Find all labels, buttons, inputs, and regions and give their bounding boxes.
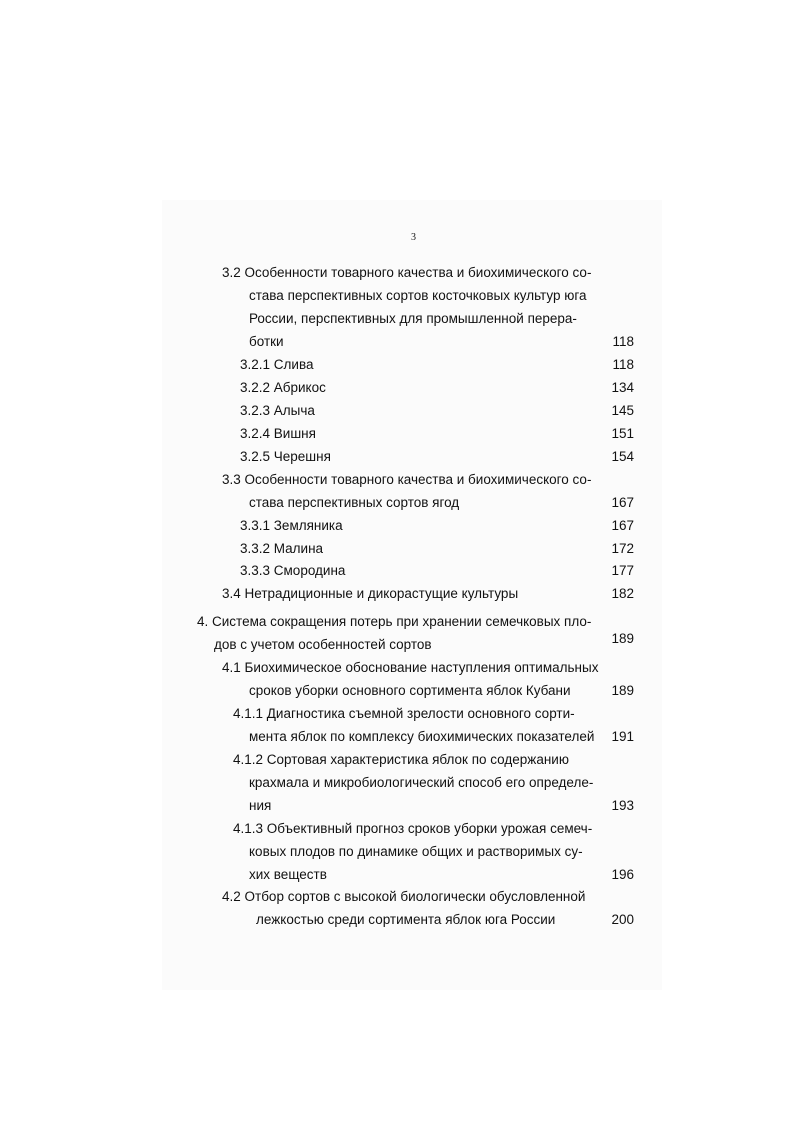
toc-3-2-5-title: 3.2.5 Черешня [240, 449, 331, 464]
toc-3-3-line-2: става перспективных сортов ягод [249, 495, 460, 510]
toc-3-2-1-page: 118 [612, 357, 634, 372]
toc-3-3-3-title: 3.3.3 Смородина [240, 563, 346, 578]
toc-3-2-line-1: 3.2 Особенности товарного качества и биохимического со- [222, 265, 592, 280]
toc-4-1-1-line-1: 4.1.1 Диагностика съемной зрелости основного сорти- [233, 706, 575, 721]
toc-3-2-3-page: 145 [611, 403, 634, 418]
toc-3-3-1-title: 3.3.1 Земляника [240, 518, 343, 533]
toc-4-1-1-page: 191 [611, 729, 634, 744]
toc-3-4-title: 3.4 Нетрадиционные и дикорастущие культуры [222, 586, 519, 601]
toc-4-2-line-1: 4.2 Отбор сортов с высокой биологически обусловленной [222, 889, 586, 904]
toc-3-2-5-page: 154 [611, 449, 634, 464]
page-number: 3 [411, 232, 416, 243]
toc-4-2-line-2: лежкостью среди сортимента яблок юга России [256, 912, 556, 927]
toc-3-2-page: 118 [612, 334, 634, 349]
toc-4-1-2-line-3: ния [249, 798, 272, 813]
toc-3-3-2-title: 3.3.2 Малина [240, 541, 324, 556]
toc-3-2-4-page: 151 [611, 426, 634, 441]
toc-4-1-line-2: сроков уборки основного сортимента яблок Кубани [249, 683, 571, 698]
toc-4-1-1-line-2: мента яблок по комплексу биохимических показателей [249, 729, 595, 744]
toc-3-2-4-title: 3.2.4 Вишня [240, 426, 316, 441]
toc-4-1-3-line-1: 4.1.3 Объективный прогноз сроков уборки урожая семеч- [233, 821, 593, 836]
toc-3-2-2-title: 3.2.2 Абрикос [240, 380, 326, 395]
toc-4-1-3-line-3: хих веществ [249, 867, 327, 882]
toc-3-3-2-page: 172 [611, 541, 634, 556]
toc-4-line-2: дов с учетом особенностей сортов [214, 637, 432, 652]
toc-3-2-line-3: России, перспективных для промышленной перера- [249, 311, 577, 326]
toc-3-2-2-page: 134 [611, 380, 634, 395]
toc-3-2-1-title: 3.2.1 Слива [240, 357, 314, 372]
toc-3-2-line-4: ботки [249, 334, 284, 349]
toc-4-1-2-page: 193 [611, 798, 634, 813]
toc-4-2-page: 200 [611, 912, 634, 927]
toc-4-1-3-page: 196 [611, 867, 634, 882]
toc-3-3-1-page: 167 [611, 518, 634, 533]
toc-4-1-page: 189 [611, 683, 634, 698]
toc-4-line-1: 4. Система сокращения потерь при хранении семечковых пло- [197, 614, 592, 629]
toc-4-1-line-1: 4.1 Биохимическое обоснование наступления оптимальных [222, 660, 599, 675]
toc-3-2-line-2: става перспективных сортов косточковых культур юга [249, 288, 587, 303]
toc-3-2-3-title: 3.2.3 Алыча [240, 403, 315, 418]
toc-4-1-3-line-2: ковых плодов по динамике общих и растворимых су- [249, 844, 583, 859]
toc-3-3-page: 167 [611, 495, 634, 510]
toc-3-3-3-page: 177 [611, 563, 634, 578]
toc-4-page: 189 [611, 631, 634, 646]
toc-3-4-page: 182 [611, 586, 634, 601]
toc-4-1-2-line-2: крахмала и микробиологический способ его определе- [249, 775, 594, 790]
toc-3-3-line-1: 3.3 Особенности товарного качества и биохимического со- [222, 472, 592, 487]
toc-4-1-2-line-1: 4.1.2 Сортовая характеристика яблок по содержанию [233, 752, 569, 767]
